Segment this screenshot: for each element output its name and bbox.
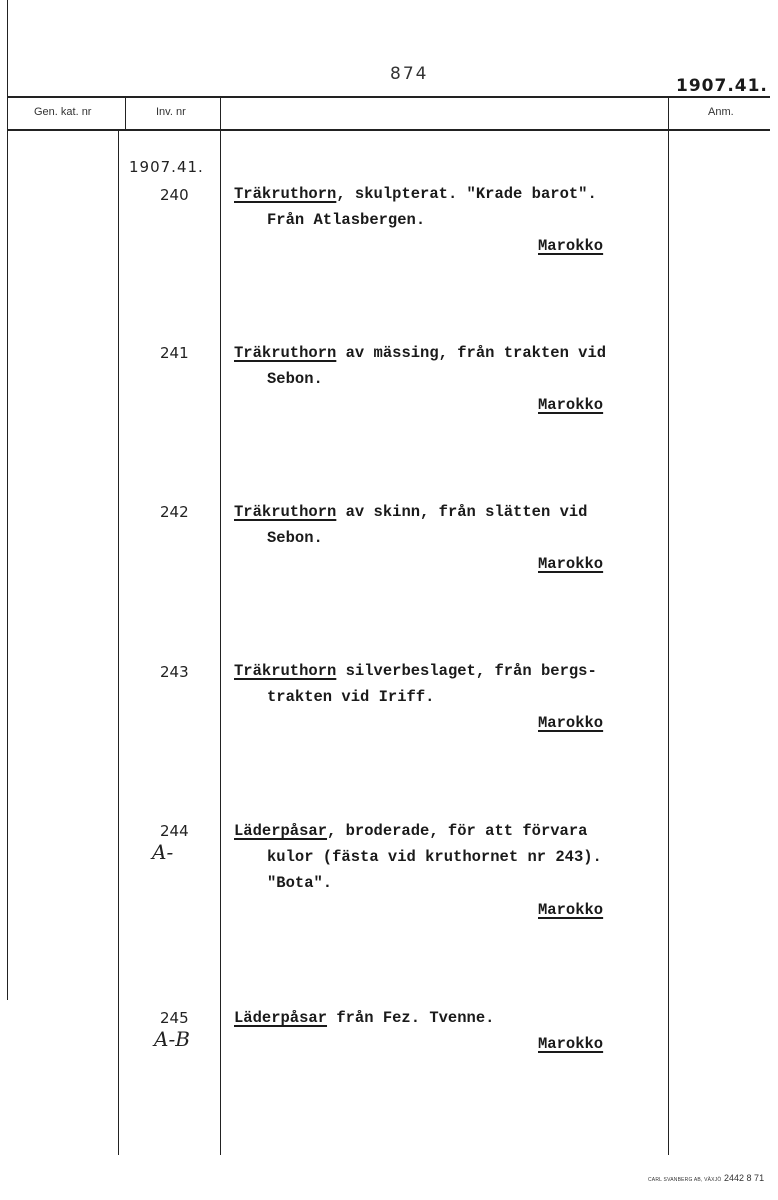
region-label: Marokko bbox=[538, 1035, 604, 1053]
inventory-number: 245 bbox=[160, 1009, 189, 1027]
object-term: Träkruthorn bbox=[234, 662, 337, 680]
entry-description: Träkruthorn, skulpterat. "Krade barot". Från Atlasbergen. bbox=[234, 185, 597, 229]
entry-description: Läderpåsar från Fez. Tvenne. bbox=[234, 1009, 495, 1027]
printer-name: CARL SVANBERG AB, VÄXJÖ bbox=[648, 1177, 722, 1183]
object-term: Läderpåsar bbox=[234, 822, 328, 840]
handwritten-annotation: A-B bbox=[154, 1027, 190, 1051]
left-margin-line bbox=[7, 0, 8, 1000]
entry-description: Träkruthorn av mässing, från trakten vid Sebon. bbox=[234, 344, 607, 388]
object-term: Träkruthorn bbox=[234, 503, 337, 521]
header-bottom-rule bbox=[8, 129, 770, 131]
inventory-number: 241 bbox=[160, 344, 189, 362]
column-header-anm: Anm. bbox=[708, 106, 734, 118]
printer-imprint bbox=[648, 1173, 764, 1183]
page-number: 874 bbox=[390, 64, 429, 84]
column-left-gen-body bbox=[118, 131, 119, 1155]
entry-description: Träkruthorn silverbeslaget, från bergs- trakten vid Iriff. bbox=[234, 662, 597, 706]
inventory-number: 244 bbox=[160, 822, 189, 840]
region-label: Marokko bbox=[538, 237, 604, 255]
region-label: Marokko bbox=[538, 555, 604, 573]
column-divider-desc-anm bbox=[668, 97, 669, 1155]
region-label: Marokko bbox=[538, 396, 604, 414]
region-label: Marokko bbox=[538, 714, 604, 732]
inventory-number: 240 bbox=[160, 186, 189, 204]
column-header-gen-kat-nr: Gen. kat. nr bbox=[34, 106, 92, 118]
entry-description: Träkruthorn av skinn, från slätten vid Sebon. bbox=[234, 503, 588, 547]
column-divider-inv-desc bbox=[220, 97, 221, 1155]
object-term: Träkruthorn bbox=[234, 185, 337, 203]
column-divider-gen-inv bbox=[125, 97, 126, 131]
header-top-rule bbox=[8, 96, 770, 98]
object-term: Träkruthorn bbox=[234, 344, 337, 362]
year-heading: 1907.41. bbox=[676, 76, 768, 96]
form-code: 2442 8 71 bbox=[724, 1173, 765, 1183]
object-term: Läderpåsar bbox=[234, 1009, 328, 1027]
collection-number: 1907.41. bbox=[129, 158, 204, 176]
handwritten-annotation: A- bbox=[152, 840, 174, 864]
column-header-inv-nr: Inv. nr bbox=[156, 106, 186, 118]
inventory-number: 243 bbox=[160, 663, 189, 681]
entry-description: Läderpåsar, broderade, för att förvara kulor (fästa vid kruthornet nr 243). "Bota". bbox=[234, 822, 602, 892]
inventory-number: 242 bbox=[160, 503, 189, 521]
region-label: Marokko bbox=[538, 901, 604, 919]
